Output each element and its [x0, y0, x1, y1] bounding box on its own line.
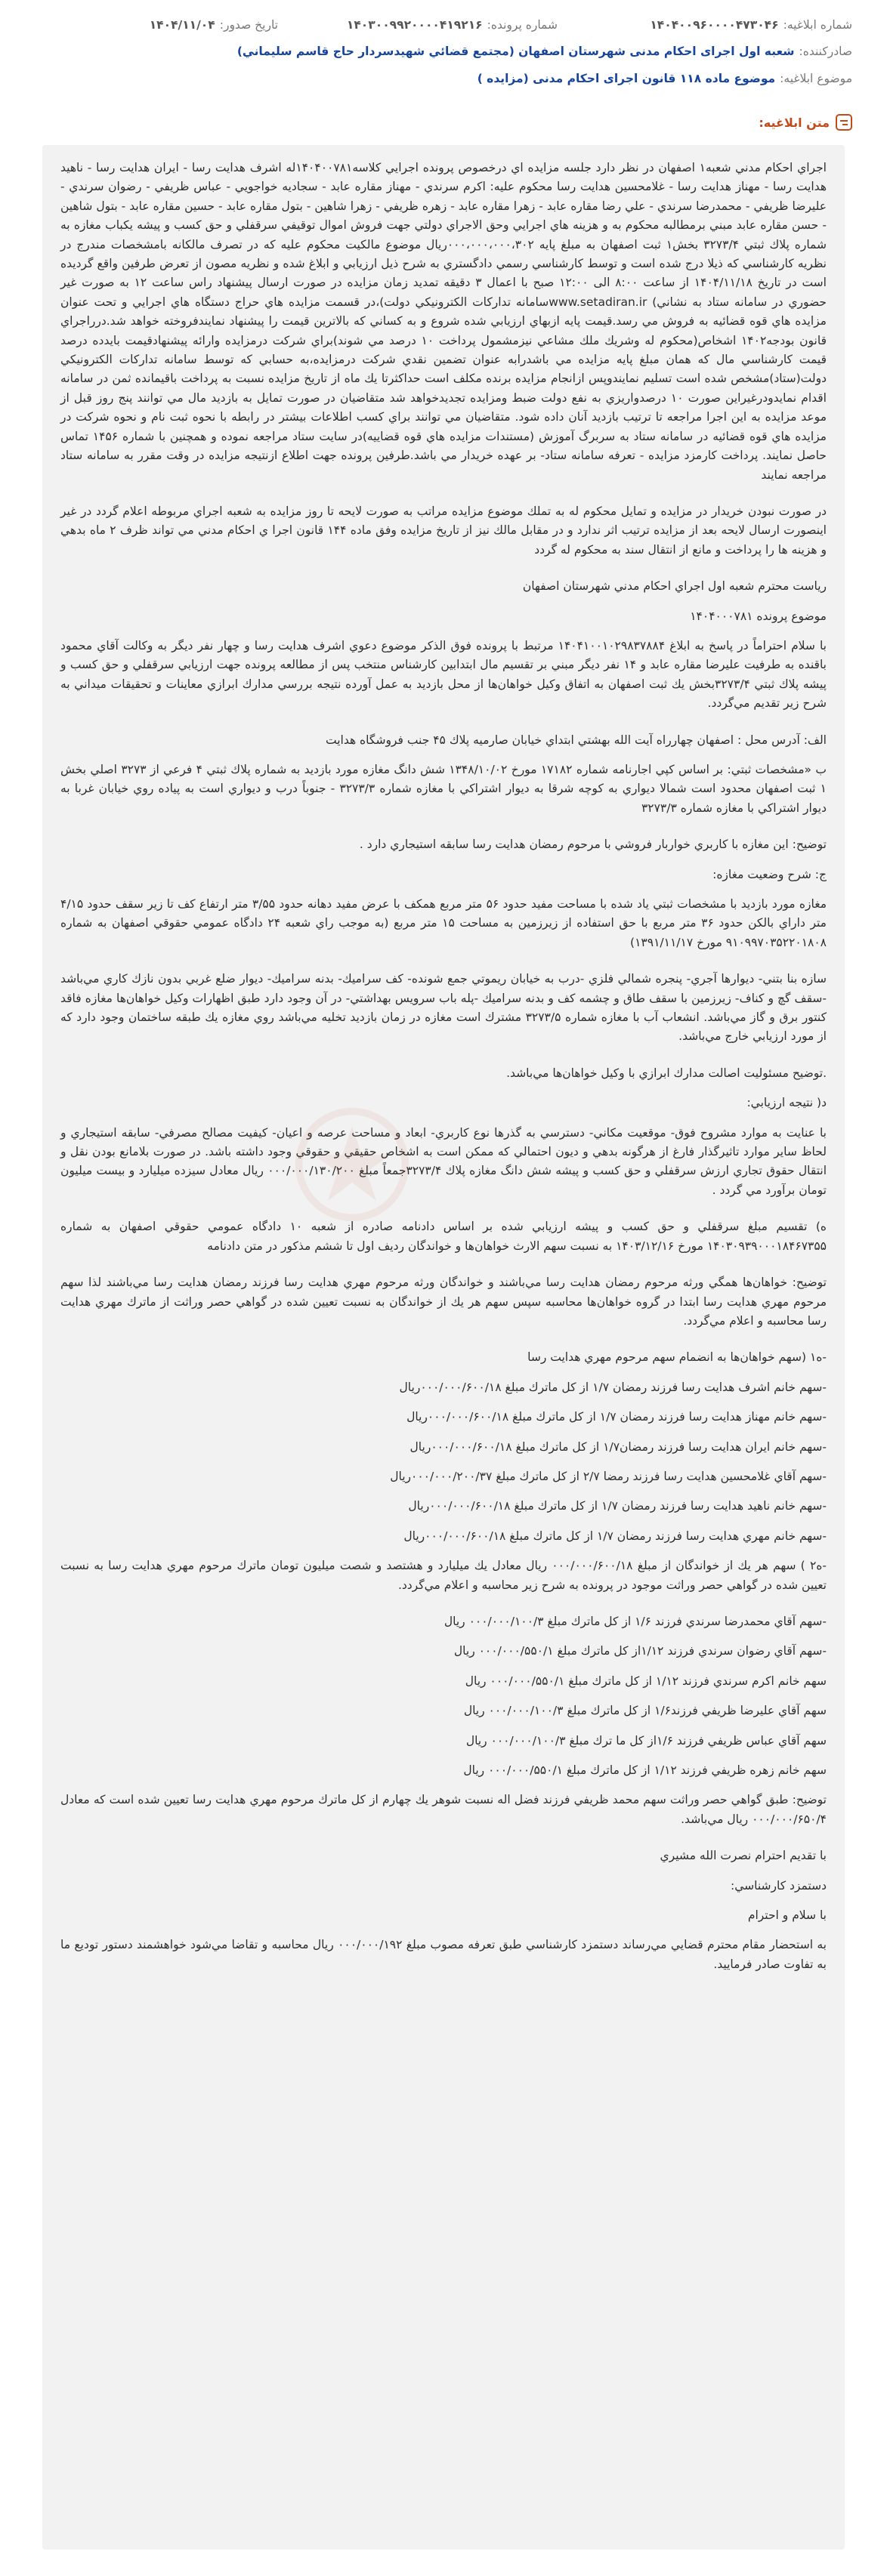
notice-paragraph: به استحضار مقام محترم قضايي مي‌رساند دستمزد كارشناسي طبق تعرفه مصوب مبلغ ۰۰۰/۰۰۰/۱۹۲ ريال محاسبه و تقاضا مي‌شود خواهشمند دستور توديع ما به تفاوت صادر فرماييد.	[60, 1938, 827, 1971]
notice-paragraph: -سهم خانم اشرف هدايت رسا فرزند رمضان ۱/۷ از كل ماترك مبلغ ۰۰۰/۰۰۰/۶۰۰/۱۸ريال	[399, 1380, 827, 1394]
notice-number	[558, 18, 852, 32]
notice-paragraph: اجراي احكام مدني شعبه١ اصفهان در نظر دارد جلسه مزايده اي درخصوص پرونده اجرايي كلاسه۱۴۰۴۰۰۷۸۱له اشرف هدايت رسا - ايران هدايت رسا - ناهيد هدايت رسا - مهناز هدايت رسا - غلامحسين هدايت رسا محكوم عليه: اكرم سرندي - مهناز مقاره عابد - سجاديه خواجويي - عباس ظريفي - رضوان سرندي - عليرضا ظريفي - محمدرضا سرندي - علي رضا مقاره عابد - زهرا مقاره عابد - زهره ظريفي - زهرا شاهين - بتول مقاره عابد - حسين مقاره عابد - بتول شاهين - حسن مقاره عابد مبني برمطالبه محكوم به و هزينه هاي اجرايي وحق الاجراي دولتي جهت فروش اموال توقيفي سرقفلي و حق كسب و پيشه يكباب مغازه به شماره پلاك ثبتي ۳۲۷۳/۴ بخش۱ ثبت اصفهان به مبلغ پايه ۰۰۰،۰۰۰،۰۰۰،۳۰۲ريال موضوع مالكيت محكوم عليه كه در تصرف مالكانه بامشخصات مندرج در نظريه كارشناسي كه ذيلا درج شده است و توسط كارشناسي رسمي دادگستري به شرح ذيل ارزيابي و ابلاغ شده و نظريه مصون از تعرض طرفين واقع گرديده است در تاريخ ۱۴۰۴/۱۱/۱۸ از ساعت ۸:۰۰ الی ۱۲:۰۰ صبح با اعمال ۳ دقيقه تمديد زمان مزايده در صورت ارسال پيشنهاد راس ساعت ۱۲ به صورت غير حضوري در سامانه ستاد به نشاني) www.setadiran.irسامانه تداركات الكترونيكي دولت)،در قسمت مزايده هاي حراج دستگاه هاي اجرايي و تحت عنوان مزايده هاي قوه قضائيه به فروش مي رسد.قيمت پايه ازبهاي ارزيابي شده شروع و به كساني كه بالاترين قيمت را پيشنهاد نمايندفروخته خواهد شد.درراجراي قانون بودجه۱۴۰۲ اشخاص(محكوم له وشريك ملك مشاعي نيزمشمول پرداخت ۱۰ درصد مي شوند)براي شركت درمزايده وارائه پيشنهادقيمت بايدده درصد قيمت كارشناسي مال كه همان مبلغ پايه مزايده مي باشدرابه عنوان تضمين نقدي شركت درمزايده،به حسابي كه توسط سامانه تداركات الكترونيكي دولت(ستاد)مشخص شده است تسليم نمايندوپس ازانجام مزايده برنده مكلف است حداكثرتا يك ماه از تاريخ مزايده نسبت به پرداخت باقيمانده ثمن در سامانه اقدام نمايدودرغيراين صورت ۱۰ درصدواريزي به نفع دولت ضبط ومزايده تجديدخواهد شد متقاضيان در صورت تمايل به بازديد مال مي توانند پنج روز قبل از موعد مزايده به اين اجرا مراجعه تا ترتيب بازديد آنان داده شود. متقاضيان مي توانند براي كسب اطلاعات بيشتر در رابطه با نحوه ثبت نام و نحوه شركت در مزايده هاي قوه قضائيه در سامانه ستاد به سربرگ آموزش (مستندات مزايده هاي قوه قضاييه)در سايت ستاد مراجعه نموده و همچنين با شماره ۱۴۵۶ تماس حاصل نمايند. پرداخت كارمزد مزايده - تعرفه سامانه ستاد- بر عهده خريدار مي باشد.طرفين پرونده جهت اطلاع ازنتيجه مزايده در وقت مقرر به سامانه ستاد مراجعه نمايند	[60, 161, 827, 482]
notice-paragraph: ه) تقسيم مبلغ سرقفلي و حق كسب و پيشه ارزيابي شده بر اساس دادنامه صادره از شعبه ۱۰ دادگاه عمومي حقوقي اصفهان به شماره ۱۴۰۳۰۹۳۹۰۰۰۱۸۴۶۷۳۵۵ مورخ ۱۴۰۳/۱۲/۱۶ به نسبت سهم الارث خواهان‌ها و خواندگان رديف اول تا ششم مذكور در متن دادنامه	[60, 1220, 827, 1253]
subject-value: موضوع ماده ۱۱۸ قانون اجرای احکام مدنی (مزایده )	[477, 72, 776, 85]
notice-paragraph: ب «مشخصات ثبتي: بر اساس كپي اجارنامه شماره ۱۷۱۸۲ مورخ ۱۳۴۸/۱۰/۰۲ شش دانگ مغازه مورد بازديد به شماره پلاك ثبتي ۴ فرعي از ۳۲۷۳ اصلي بخش ۱ ثبت اصفهان محدود است شمالا ديواري به كوچه شرقا به ديوار اشتراكي با مغازه شماره ۳۲۷۳/۳ - جنوباً درب و ديواري است به پياده روي خيابان غربا به ديوار اشتراكي با مغازه شماره ۳۲۷۳/۳	[60, 762, 827, 815]
issue-date-value: ۱۴۰۴/۱۱/۰۴	[149, 18, 215, 32]
subject-row	[0, 65, 887, 92]
subject-label: موضوع ابلاغیه:	[780, 72, 852, 85]
notice-paragraph: -سهم خانم ايران هدايت رسا فرزند رمضان۱/۷ از كل ماترك مبلغ ۰۰۰/۰۰۰/۶۰۰/۱۸ريال	[410, 1439, 827, 1454]
issuer-value: شعبه اول اجرای احکام مدنی شهرستان اصفهان (مجتمع قضائي شهيدسردار حاج قاسم سليماني)	[236, 45, 795, 58]
notice-paragraph: با سلام و احترام	[747, 1908, 827, 1923]
notice-paragraph: توضيح: طبق گواهي حصر وراثت سهم محمد ظريفي فرزند فضل اله نسبت شوهر يك چهارم از كل ماترك مرحوم مهري هدايت رسا تعيين شده است كه معادل ۰۰۰/۰۰۰/۶۵۰/۴ ريال مي‌باشد.	[60, 1793, 827, 1826]
notice-paragraph: الف: آدرس محل : اصفهان چهارراه آيت الله بهشتي ابتداي خيابان صارميه پلاك ۴۵ جنب فروشگاه هدايت	[325, 733, 827, 747]
issue-date-label: تاریخ صدور:	[219, 18, 278, 32]
document-text-icon	[836, 114, 852, 131]
notice-paragraph: با سلام احتراماً در پاسخ به ابلاغ ۱۴۰۴۱۰۰۱۰۲۹۸۳۷۸۸۴ مرتبط با پرونده فوق الذكر موضوع دعوي اشرف هدايت رسا و چهار نفر ديگر به وكالت آقاي محمود باقنده به طرفيت عليرضا مقاره عابد و ۱۴ نفر ديگر مبني بر تقسيم مال ابتدابين كارشناس منتخب پس از مطالعه پرونده جهت ارزيابي سرقفلي و حق كسب و پيشه پلاك ثبتي ۳۲۷۳/۴بخش يك ثبت اصفهان به اتفاق وكيل خواهان‌ها از محل بازديد به عمل آورده نتيجه بررسي مدارك ابرازي معاينات و تحقيقات ميداني به شرح زير تقديم مي‌گردد.	[60, 638, 827, 711]
case-number-label: شماره پرونده:	[487, 18, 558, 32]
notice-paragraph: ج: شرح وضعيت مغازه:	[712, 867, 827, 881]
notice-paragraph: دستمزد كارشناسي:	[730, 1878, 827, 1893]
notice-text-title: متن ابلاغیه:	[759, 115, 830, 130]
notice-paragraph: -سهم آقاي غلامحسين هدايت رسا فرزند رمضا ۲/۷ از كل ماترك مبلغ ۰۰۰/۰۰۰/۲۰۰/۳۷ريال	[390, 1469, 827, 1483]
notice-paragraph: سهم خانم اكرم سرندي فرزند ۱/۱۲ از كل ماترك مبلغ ۰۰۰/۰۰۰/۵۵۰/۱ ريال	[465, 1674, 827, 1688]
notice-paragraph: در صورت نبودن خريدار در مزايده و تمايل محكوم له به تملك موضوع مزايده مراتب به صورت لايحه تا روز مزايده به شعبه اجراي مربوطه اعلام گردد در غير اينصورت ارسال لايحه بعد از مزايده ترتيب اثر ندارد و در مقابل مالك نيز از تاريخ مزايده وفق ماده ۱۴۴ قانون اجرا ي احكام مدني مي تواند ظرف ۲ ماه بدهي و هزينه ها را پرداخت و مانع از انتقال سند به محكوم له گردد	[60, 504, 827, 557]
notice-paragraph: -ه۲ ) سهم هر يك از خواندگان از مبلغ ۰۰۰/۰۰۰/۶۰۰/۱۸ ريال معادل يك ميليارد و هشتصد و شصت ميليون تومان ماترك مرحوم مهري هدايت رسا به نسبت تعيين شده در گواهي حصر وراثت موجود در پرونده به شرح زير محاسبه و اعلام مي‌گردد.	[60, 1559, 827, 1592]
notice-paragraph: سهم آقاي عباس ظريفي فرزند ۱/۶از كل ما ترك مبلغ ۰۰۰/۰۰۰/۱۰۰/۳ ريال	[465, 1733, 827, 1748]
notice-text-body	[42, 145, 845, 2550]
issuer-row	[0, 38, 887, 65]
notice-paragraph: رياست محترم شعبه اول اجراي احكام مدني شهرستان اصفهان	[522, 579, 827, 594]
notice-paragraph: -سهم خانم مهناز هدايت رسا فرزند رمضان ۱/۷ از كل ماترك مبلغ ۰۰۰/۰۰۰/۶۰۰/۱۸ريال	[406, 1410, 827, 1424]
notice-number-label: شماره ابلاغیه:	[783, 18, 852, 32]
notice-paragraph: .توضيح مسئوليت اصالت مدارك ابرازي با وكيل خواهان‌ها مي‌باشد.	[506, 1066, 827, 1080]
notice-paragraph: مغازه مورد بازديد با مشخصات ثبتي ياد شده با مساحت مفيد حدود ۵۶ متر مربع همكف با عرض مفيد دهانه حدود ۳/۵۵ متر ارتفاع كف تا زير سقف حدود ۴/۱۵ متر داراي بالكن حدود ۳۶ متر مربع با حق استفاده از زيرزمين به مساحت ۱۵ متر مربع (به موجب راي شعبه ۲۴ دادگاه عمومي حقوقي اصفهان به شماره ۹۱۰۹۹۷۰۳۵۲۲۰۱۸۰۸ مورخ ۱۳۹۱/۱۱/۱۷)	[60, 897, 827, 949]
notice-meta-row	[0, 12, 887, 38]
notice-paragraph: -سهم خانم ناهيد هدايت رسا فرزند رمضان ۱/۷ از كل ماترك مبلغ ۰۰۰/۰۰۰/۶۰۰/۱۸ريال	[408, 1499, 827, 1513]
notice-paragraph: -سهم خانم مهري هدايت رسا فرزند رمضان ۱/۷ از كل ماترك مبلغ ۰۰۰/۰۰۰/۶۰۰/۱۸ريال	[403, 1529, 827, 1543]
paragraph-list	[60, 159, 827, 1974]
case-number-value: ۱۴۰۳۰۰۹۹۲۰۰۰۰۴۱۹۲۱۶	[346, 18, 483, 32]
notice-paragraph: سازه بنا بتني- ديوارها آجري- پنجره شمالي فلزي -درب به خيابان ريموتي جمع شونده- كف سراميك- بدنه سراميك- ديوار ضلع غربي بدون نازك كاري مي‌باشد -سقف گچ و كناف- زيرزمين با سقف طاق و چشمه كف و بدنه سراميك -پله باب سرويس بهداشتي- در آن وجود دارد طبق اظهارات وكيل خواهان‌ها مغازه فاقد كنتور برق و گاز مي‌باشد. انشعاب آب با مغازه شماره ۳۲۷۳/۵ مشترك است مغازه در زمان بازديد تخليه مي‌باشد روي مغازه يك طبقه ساختمان وجود دارد كه از مورد ارزيابي خارج مي‌باشد.	[60, 972, 827, 1044]
notice-paragraph: سهم آقاي عليرضا ظريفي فرزند۱/۶ از كل ماترك مبلغ ۰۰۰/۰۰۰/۱۰۰/۳ ريال	[463, 1704, 827, 1718]
notice-paragraph: -سهم آقاي رضوان سرندي فرزند ۱/۱۲از كل ماترك مبلغ ۰۰۰/۰۰۰/۵۵۰/۱ ريال	[453, 1644, 827, 1658]
notice-text-heading	[0, 107, 887, 137]
notice-paragraph: موضوع پرونده ۱۴۰۴۰۰۰۷۸۱	[690, 609, 827, 623]
notice-paragraph: -ه۱ (سهم خواهان‌ها به انضمام سهم مرحوم مهري هدايت رسا	[527, 1350, 827, 1365]
notice-paragraph: توضيح: خواهان‌ها همگي ورثه مرحوم رمضان هدايت رسا مي‌باشند و خواندگان ورثه مرحوم مهري هدايت رسا فرزند رمضان هدايت رسا مي‌باشند لذا سهم مرحوم مهري هدايت رسا ابتدا در گروه خواهان‌ها محاسبه سپس سهم هر يك از خواندگان به نسبت تعيين شده در گواهي حصر وراثت از ماترك مهري هدايت رسا محاسبه و اعلام مي‌گردد.	[60, 1276, 827, 1328]
notice-paragraph: سهم خانم زهره ظريفي فرزند ۱/۱۲ از كل ماترك مبلغ ۰۰۰/۰۰۰/۵۵۰/۱ ريال	[463, 1763, 827, 1777]
issue-date	[150, 18, 278, 32]
notice-paragraph: با عنايت به موارد مشروح فوق- موقعيت مكاني- دسترسي به گذرها نوع كاربري- ابعاد و مساحت عرصه و اعيان- كيفيت مصالح مصرفي- سابقه استيجاري و لحاظ ساير موارد تاثيرگذار فارغ از هرگونه بدهي و ديون احتمالي كه ممكن است به اشخاص حقيقي و حقوقي وجود داشته باشد. در صورت بلامانع بودن نقل و انتقال حقوق تجاري ارزش سرقفلي و حق كسب و پيشه شش دانگ مغازه پلاك ۳۲۷۳/۴جمعاً مبلغ ۰۰۰/۰۰۰/۱۳۰/۲۰۰ ريال معادل سيزده ميليارد و بيست ميليون تومان برآورد مي گردد .	[60, 1125, 827, 1197]
notice-paragraph: توضيح: اين مغازه با كاربري خواربار فروشي با مرحوم رمضان هدايت رسا سابقه استيجاري دارد .	[359, 838, 827, 852]
notice-paragraph: -سهم آقاي محمدرضا سرندي فرزند ۱/۶ از كل ماترك مبلغ ۰۰۰/۰۰۰/۱۰۰/۳ ريال	[444, 1614, 827, 1628]
issuer-label: صادرکننده:	[799, 45, 852, 58]
notice-paragraph: با تقديم احترام نصرت الله مشيري	[660, 1849, 827, 1863]
case-number	[278, 18, 558, 32]
notice-paragraph: د( نتيجه ارزيابي:	[746, 1096, 827, 1110]
notice-number-value: ۱۴۰۴۰۰۹۶۰۰۰۰۴۷۳۰۴۶	[650, 18, 779, 32]
